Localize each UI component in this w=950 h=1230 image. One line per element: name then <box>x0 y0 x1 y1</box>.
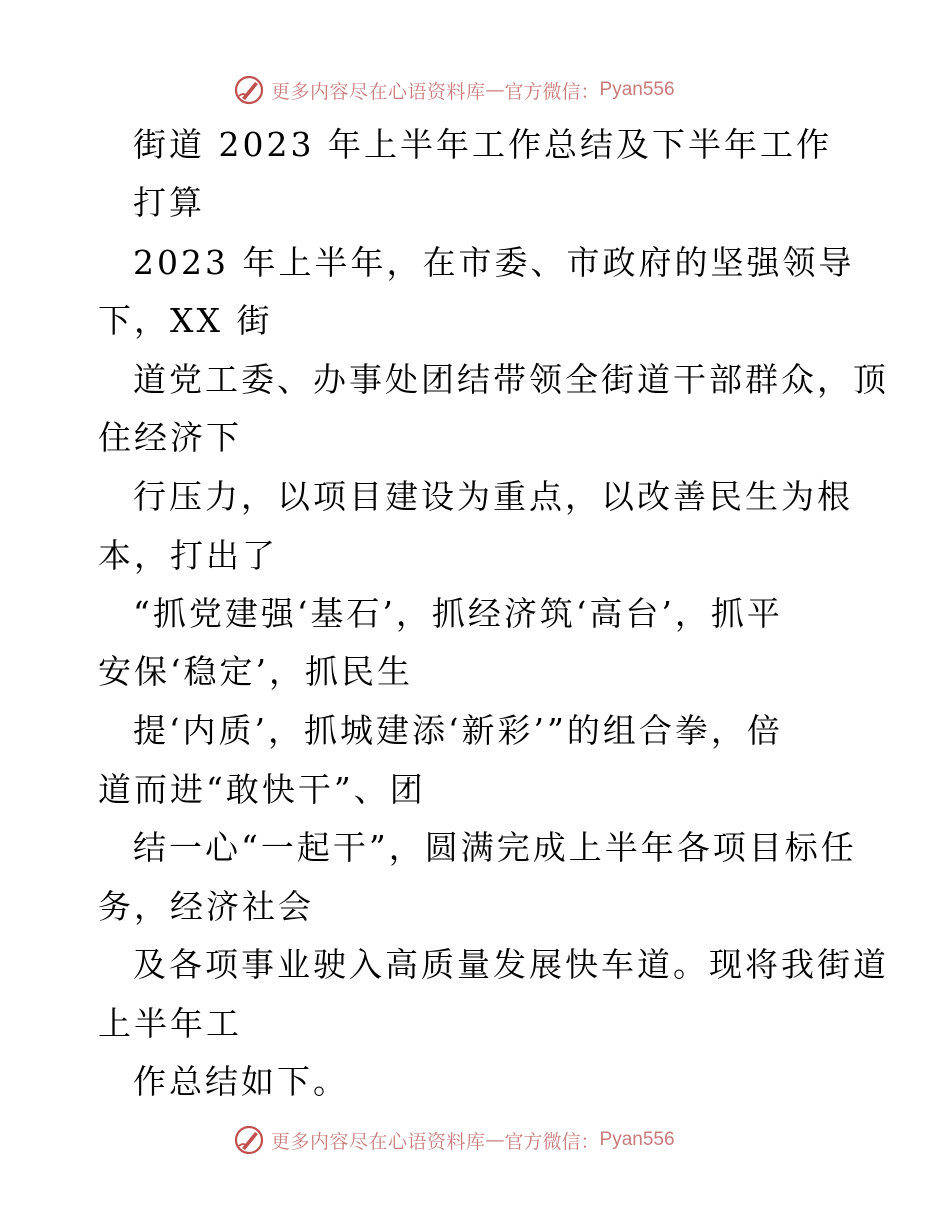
quill-pen-logo-icon <box>233 1124 265 1156</box>
banner-separator: — <box>485 1129 505 1151</box>
paragraph-line: 本，打出了 <box>98 536 278 575</box>
paragraph-line: 结一心“一起干”，圆满完成上半年各项目标任 <box>133 828 857 867</box>
paragraph-line: 住经济下 <box>98 418 242 457</box>
paragraph-line: 务，经济社会 <box>98 887 314 926</box>
title-line-1: 街道 2023 年上半年工作总结及下半年工作 <box>133 125 832 164</box>
banner-separator: — <box>485 79 505 101</box>
paragraph-line: 行压力，以项目建设为重点，以改善民生为根 <box>133 477 853 516</box>
paragraph-line: 道党工委、办事处团结带领全街道干部群众，顶 <box>133 360 889 399</box>
banner-contact-label: 官方微信： <box>504 1130 600 1153</box>
paragraph-line: 安保‘稳定’，抓民生 <box>98 652 413 691</box>
paragraph-line: 上半年工 <box>98 1004 242 1043</box>
banner-text: 更多内容尽在心语资料库 <box>271 1130 486 1153</box>
banner-contact-label: 官方微信： <box>504 80 600 103</box>
paragraph-line: “抓党建强‘基石’，抓经济筑‘高台’，抓平 <box>133 594 783 633</box>
quill-pen-logo-icon <box>233 74 265 106</box>
banner-contact-id: Pyan556 <box>599 1129 675 1150</box>
paragraph-line: 及各项事业驶入高质量发展快车道。现将我街道 <box>133 945 889 984</box>
footer-banner <box>233 1122 675 1158</box>
paragraph-line: 道而进“敢快干”、团 <box>98 770 426 809</box>
title-line-2: 打算 <box>133 183 205 222</box>
header-banner <box>233 72 675 108</box>
banner-contact-id: Pyan556 <box>599 79 675 100</box>
paragraph-line: 下，XX 街 <box>98 301 273 340</box>
banner-text: 更多内容尽在心语资料库 <box>271 80 486 103</box>
paragraph-line: 提‘内质’，抓城建添‘新彩’”的组合拳，倍 <box>133 711 783 750</box>
paragraph-line: 作总结如下。 <box>133 1062 349 1101</box>
paragraph-line: 2023 年上半年，在市委、市政府的坚强领导 <box>133 243 855 282</box>
